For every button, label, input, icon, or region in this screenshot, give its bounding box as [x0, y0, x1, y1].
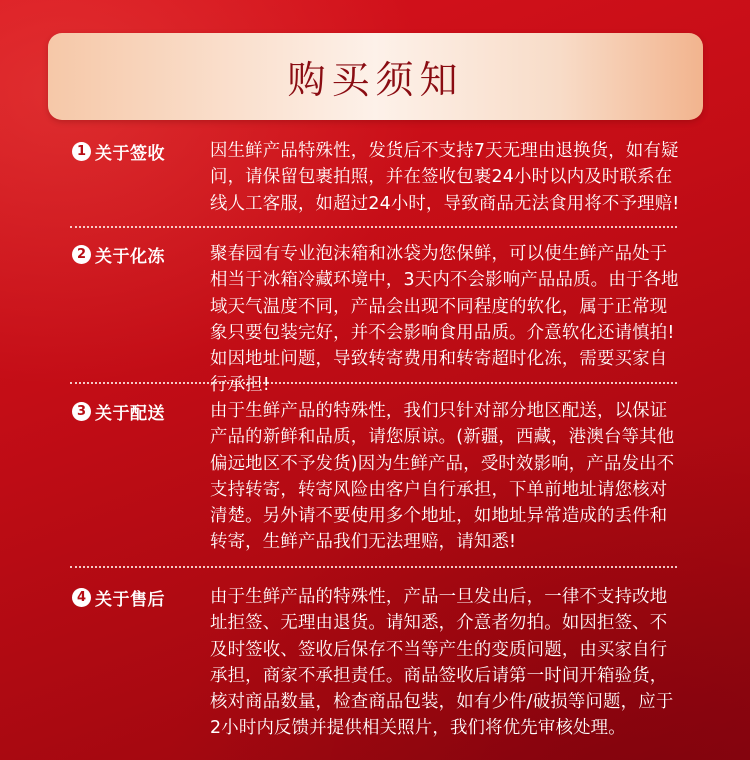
divider	[70, 382, 677, 384]
section-text: 因生鲜产品特殊性，发货后不支持7天无理由退换货，如有疑问，请保留包裹拍照，并在签收包裹24小时以内及时联系在线人工客服，如超过24小时，导致商品无法食用将不予理赔!	[210, 141, 680, 214]
header-banner	[48, 33, 703, 120]
section-label-after-sales	[72, 584, 165, 610]
section-title: 关于售后	[95, 589, 165, 610]
number-4-icon: 4	[72, 588, 91, 607]
number-1-icon: 1	[72, 142, 91, 161]
section-label-thawing	[72, 241, 165, 267]
section-title: 关于配送	[95, 403, 165, 424]
section-label-sign-for	[72, 138, 165, 164]
section-title: 关于化冻	[95, 246, 165, 267]
section-title: 关于签收	[95, 143, 165, 164]
section-label-delivery	[72, 398, 165, 424]
section-text: 聚春园有专业泡沫箱和冰袋为您保鲜，可以使生鲜产品处于相当于冰箱冷藏环境中，3天内不会影响产品品质。由于各地域天气温度不同，产品会出现不同程度的软化，属于正常现象只要包装完好，并不会影响食用品质。介意软化还请慎拍!如因地址问题，导致转寄费用和转寄超时化冻，需要买家自行承担!	[210, 244, 679, 396]
divider	[70, 226, 677, 228]
number-2-icon: 2	[72, 245, 91, 264]
section-text: 由于生鲜产品的特殊性，产品一旦发出后，一律不支持改地址拒签、无理由退货。请知悉，介意者勿拍。如因拒签、不及时签收、签收后保存不当等产生的变质问题，由买家自行承担，商家不承担责任。商品签收后请第一时间开箱验货，核对商品数量，检查商品包装，如有少件/破损等问题，应于2小时内反馈并提供相关照片，我们将优先审核处理。	[210, 587, 674, 739]
number-3-icon: 3	[72, 402, 91, 421]
section-text: 由于生鲜产品的特殊性，我们只针对部分地区配送，以保证产品的新鲜和品质，请您原谅。(新疆，西藏，港澳台等其他偏远地区不予发货)因为生鲜产品，受时效影响，产品发出不支持转寄，转寄风险由客户自行承担，下单前地址请您核对清楚。另外请不要使用多个地址，如地址异常造成的丢件和转寄，生鲜产品我们无法理赔，请知悉!	[210, 401, 675, 553]
page-title: 购买须知	[287, 58, 464, 102]
divider	[70, 566, 677, 568]
